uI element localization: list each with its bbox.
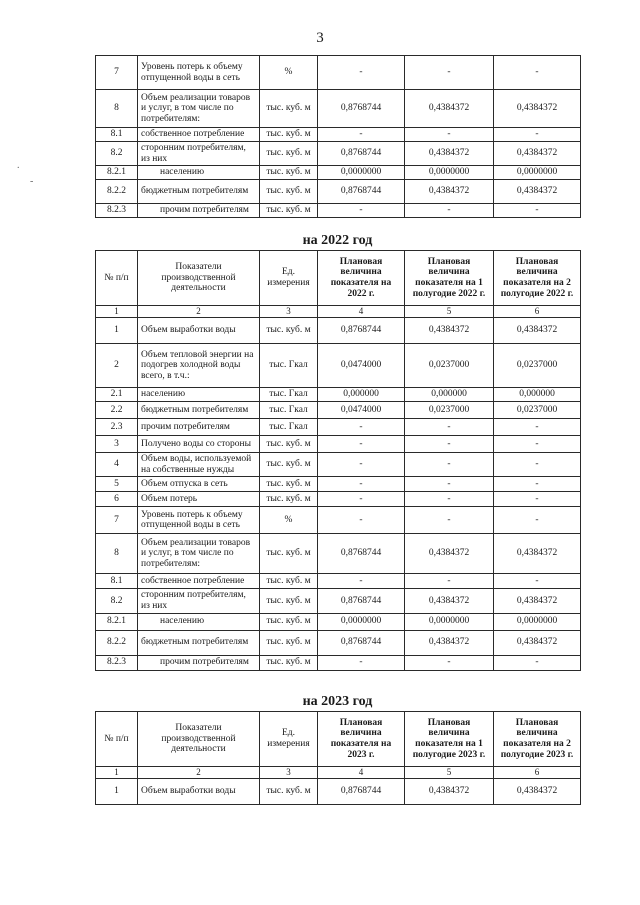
table-2023-body	[96, 779, 581, 805]
header-num: № п/п	[96, 251, 138, 306]
row-unit: тыс. куб. м	[260, 477, 318, 492]
row-value-year: -	[318, 56, 405, 90]
row-value-year: 0,8768744	[318, 534, 405, 574]
header-indicator: Показатели производственной деятельности	[138, 251, 260, 306]
row-value-h2: -	[494, 419, 581, 436]
row-value-year: 0,8768744	[318, 142, 405, 166]
header-indicator: Показатели производственной деятельности	[138, 712, 260, 767]
row-value-year: 0,8768744	[318, 318, 405, 344]
row-indicator: Объем воды, используемой на собственные нужды	[138, 453, 260, 477]
row-value-h1: 0,4384372	[405, 180, 494, 204]
row-value-h2: 0,4384372	[494, 142, 581, 166]
row-value-h1: -	[405, 655, 494, 670]
row-number: 4	[96, 453, 138, 477]
row-indicator: бюджетным потребителям	[138, 180, 260, 204]
row-value-h1: -	[405, 507, 494, 534]
header-plan-year: Плановая величина показателя на 2022 г.	[318, 251, 405, 306]
row-number: 8.2	[96, 142, 138, 166]
table-continued	[95, 55, 581, 218]
col-number: 4	[318, 767, 405, 779]
row-indicator: собственное потребление	[138, 574, 260, 589]
row-value-year: 0,0000000	[318, 613, 405, 630]
row-number: 8.2.3	[96, 204, 138, 218]
row-unit: тыс. Гкал	[260, 388, 318, 402]
table-row	[96, 318, 581, 344]
row-value-h1: -	[405, 574, 494, 589]
row-value-year: 0,8768744	[318, 589, 405, 613]
row-number: 1	[96, 318, 138, 344]
row-number: 2.1	[96, 388, 138, 402]
row-indicator: Объем реализации товаров и услуг, в том числе по потребителям:	[138, 90, 260, 128]
row-value-h2: -	[494, 128, 581, 142]
table-row	[96, 142, 581, 166]
row-number: 8.2.1	[96, 613, 138, 630]
table-row	[96, 655, 581, 670]
row-indicator: Объем выработки воды	[138, 318, 260, 344]
col-number: 2	[138, 767, 260, 779]
row-value-h2: -	[494, 436, 581, 453]
row-value-year: -	[318, 419, 405, 436]
table-row	[96, 204, 581, 218]
row-unit: тыс. куб. м	[260, 436, 318, 453]
row-value-h1: 0,0237000	[405, 344, 494, 388]
row-indicator: населению	[138, 388, 260, 402]
row-number: 2.3	[96, 419, 138, 436]
table-continued-body	[96, 56, 581, 218]
row-number: 3	[96, 436, 138, 453]
row-indicator: Объем выработки воды	[138, 779, 260, 805]
row-unit: тыс. куб. м	[260, 779, 318, 805]
col-number: 6	[494, 767, 581, 779]
row-number: 2	[96, 344, 138, 388]
row-value-h2: -	[494, 453, 581, 477]
header-plan-h2: Плановая величина показателя на 2 полугодие 2023 г.	[494, 712, 581, 767]
table-row	[96, 453, 581, 477]
col-number: 3	[260, 306, 318, 318]
row-number: 8.2.2	[96, 630, 138, 655]
row-value-year: 0,0474000	[318, 402, 405, 419]
row-unit: тыс. куб. м	[260, 204, 318, 218]
row-value-h2: 0,0000000	[494, 613, 581, 630]
row-unit: тыс. куб. м	[260, 128, 318, 142]
row-value-year: -	[318, 507, 405, 534]
row-value-year: -	[318, 204, 405, 218]
row-number: 1	[96, 779, 138, 805]
row-unit: тыс. Гкал	[260, 402, 318, 419]
row-unit: тыс. куб. м	[260, 534, 318, 574]
row-unit: тыс. куб. м	[260, 589, 318, 613]
col-number: 3	[260, 767, 318, 779]
table-row	[96, 436, 581, 453]
row-number: 8	[96, 90, 138, 128]
row-number: 8.2	[96, 589, 138, 613]
table-2022-body	[96, 318, 581, 671]
margin-mark-dash: -	[30, 176, 34, 187]
row-value-h2: 0,0000000	[494, 166, 581, 180]
row-value-h2: 0,4384372	[494, 90, 581, 128]
row-value-h1: 0,0000000	[405, 613, 494, 630]
row-unit: тыс. куб. м	[260, 142, 318, 166]
table-row	[96, 128, 581, 142]
header-plan-h2: Плановая величина показателя на 2 полугодие 2022 г.	[494, 251, 581, 306]
row-value-h1: -	[405, 128, 494, 142]
row-value-h1: 0,0000000	[405, 166, 494, 180]
row-value-year: -	[318, 492, 405, 507]
col-number: 4	[318, 306, 405, 318]
table-row	[96, 402, 581, 419]
row-value-year: 0,0000000	[318, 166, 405, 180]
table-2023	[95, 711, 581, 805]
table-row	[96, 589, 581, 613]
margin-mark-dot: .	[17, 160, 20, 171]
row-indicator: населению	[138, 166, 260, 180]
row-indicator: собственное потребление	[138, 128, 260, 142]
row-unit: тыс. куб. м	[260, 453, 318, 477]
row-indicator: Объем реализации товаров и услуг, в том числе по потребителям:	[138, 534, 260, 574]
table-row	[96, 630, 581, 655]
header-num: № п/п	[96, 712, 138, 767]
row-value-year: 0,8768744	[318, 630, 405, 655]
header-unit: Ед. измерения	[260, 712, 318, 767]
row-value-h2: -	[494, 204, 581, 218]
row-value-h1: 0,000000	[405, 388, 494, 402]
row-value-h2: -	[494, 477, 581, 492]
col-number: 1	[96, 767, 138, 779]
section-title-2023: на 2023 год	[302, 694, 373, 709]
col-number: 6	[494, 306, 581, 318]
row-unit: тыс. куб. м	[260, 180, 318, 204]
table-2022	[95, 250, 581, 671]
row-indicator: Объем тепловой энергии на подогрев холодной воды всего, в т.ч.:	[138, 344, 260, 388]
row-number: 2.2	[96, 402, 138, 419]
row-number: 8.1	[96, 574, 138, 589]
row-value-year: 0,8768744	[318, 779, 405, 805]
row-unit: %	[260, 507, 318, 534]
row-unit: тыс. куб. м	[260, 630, 318, 655]
table-row	[96, 534, 581, 574]
row-value-h1: 0,4384372	[405, 534, 494, 574]
row-value-h2: 0,4384372	[494, 630, 581, 655]
row-number: 8	[96, 534, 138, 574]
row-number: 7	[96, 56, 138, 90]
row-unit: тыс. Гкал	[260, 419, 318, 436]
row-unit: тыс. куб. м	[260, 318, 318, 344]
row-value-h2: 0,4384372	[494, 589, 581, 613]
row-indicator: прочим потребителям	[138, 419, 260, 436]
row-value-h2: 0,0237000	[494, 344, 581, 388]
row-value-year: -	[318, 453, 405, 477]
row-value-h2: -	[494, 574, 581, 589]
header-plan-h1: Плановая величина показателя на 1 полугодие 2022 г.	[405, 251, 494, 306]
row-value-h2: 0,000000	[494, 388, 581, 402]
table-row	[96, 166, 581, 180]
table-row	[96, 574, 581, 589]
row-unit: тыс. куб. м	[260, 166, 318, 180]
row-value-h2: 0,4384372	[494, 180, 581, 204]
row-value-h1: 0,4384372	[405, 779, 494, 805]
row-number: 8.1	[96, 128, 138, 142]
row-indicator: Объем отпуска в сеть	[138, 477, 260, 492]
row-value-h2: -	[494, 56, 581, 90]
row-unit: %	[260, 56, 318, 90]
row-indicator: бюджетным потребителям	[138, 402, 260, 419]
table-row	[96, 507, 581, 534]
row-value-h1: -	[405, 453, 494, 477]
row-indicator: Уровень потерь к объему отпущенной воды в сеть	[138, 507, 260, 534]
row-unit: тыс. куб. м	[260, 574, 318, 589]
row-value-h1: -	[405, 436, 494, 453]
header-unit: Ед. измерения	[260, 251, 318, 306]
table-row	[96, 419, 581, 436]
row-value-year: -	[318, 655, 405, 670]
row-number: 5	[96, 477, 138, 492]
row-value-h1: -	[405, 204, 494, 218]
row-value-h2: 0,4384372	[494, 318, 581, 344]
row-value-h1: 0,4384372	[405, 90, 494, 128]
row-value-h1: 0,0237000	[405, 402, 494, 419]
col-number: 5	[405, 767, 494, 779]
row-unit: тыс. Гкал	[260, 344, 318, 388]
page-number: 3	[316, 30, 324, 46]
row-value-year: -	[318, 128, 405, 142]
table-row	[96, 56, 581, 90]
table-row	[96, 492, 581, 507]
row-unit: тыс. куб. м	[260, 655, 318, 670]
row-value-h1: -	[405, 492, 494, 507]
row-value-h1: 0,4384372	[405, 630, 494, 655]
row-value-h1: 0,4384372	[405, 589, 494, 613]
col-number: 5	[405, 306, 494, 318]
table-row	[96, 180, 581, 204]
header-plan-h1: Плановая величина показателя на 1 полугодие 2023 г.	[405, 712, 494, 767]
row-indicator: населению	[138, 613, 260, 630]
row-indicator: прочим потребителям	[138, 204, 260, 218]
table-row	[96, 477, 581, 492]
row-value-year: 0,8768744	[318, 180, 405, 204]
row-indicator: бюджетным потребителям	[138, 630, 260, 655]
row-value-year: 0,0474000	[318, 344, 405, 388]
row-indicator: прочим потребителям	[138, 655, 260, 670]
row-value-h2: -	[494, 507, 581, 534]
table-row	[96, 90, 581, 128]
row-value-h1: 0,4384372	[405, 142, 494, 166]
row-indicator: Уровень потерь к объему отпущенной воды в сеть	[138, 56, 260, 90]
row-value-h2: 0,0237000	[494, 402, 581, 419]
row-unit: тыс. куб. м	[260, 90, 318, 128]
row-indicator: сторонним потребителям, из них	[138, 142, 260, 166]
section-title-2022: на 2022 год	[302, 233, 373, 248]
row-value-h2: -	[494, 492, 581, 507]
table-row	[96, 344, 581, 388]
header-plan-year: Плановая величина показателя на 2023 г.	[318, 712, 405, 767]
row-indicator: сторонним потребителям, из них	[138, 589, 260, 613]
row-value-year: 0,8768744	[318, 90, 405, 128]
col-number: 2	[138, 306, 260, 318]
row-value-year: -	[318, 574, 405, 589]
table-row	[96, 388, 581, 402]
row-value-h2: 0,4384372	[494, 534, 581, 574]
row-value-year: -	[318, 436, 405, 453]
row-value-h2: -	[494, 655, 581, 670]
row-value-h2: 0,4384372	[494, 779, 581, 805]
row-number: 8.2.1	[96, 166, 138, 180]
row-number: 6	[96, 492, 138, 507]
row-number: 7	[96, 507, 138, 534]
row-value-h1: -	[405, 419, 494, 436]
row-indicator: Объем потерь	[138, 492, 260, 507]
row-value-year: 0,000000	[318, 388, 405, 402]
row-unit: тыс. куб. м	[260, 613, 318, 630]
table-row	[96, 779, 581, 805]
row-indicator: Получено воды со стороны	[138, 436, 260, 453]
row-number: 8.2.3	[96, 655, 138, 670]
row-value-year: -	[318, 477, 405, 492]
row-value-h1: -	[405, 477, 494, 492]
col-number: 1	[96, 306, 138, 318]
row-unit: тыс. куб. м	[260, 492, 318, 507]
row-value-h1: 0,4384372	[405, 318, 494, 344]
row-value-h1: -	[405, 56, 494, 90]
row-number: 8.2.2	[96, 180, 138, 204]
table-row	[96, 613, 581, 630]
